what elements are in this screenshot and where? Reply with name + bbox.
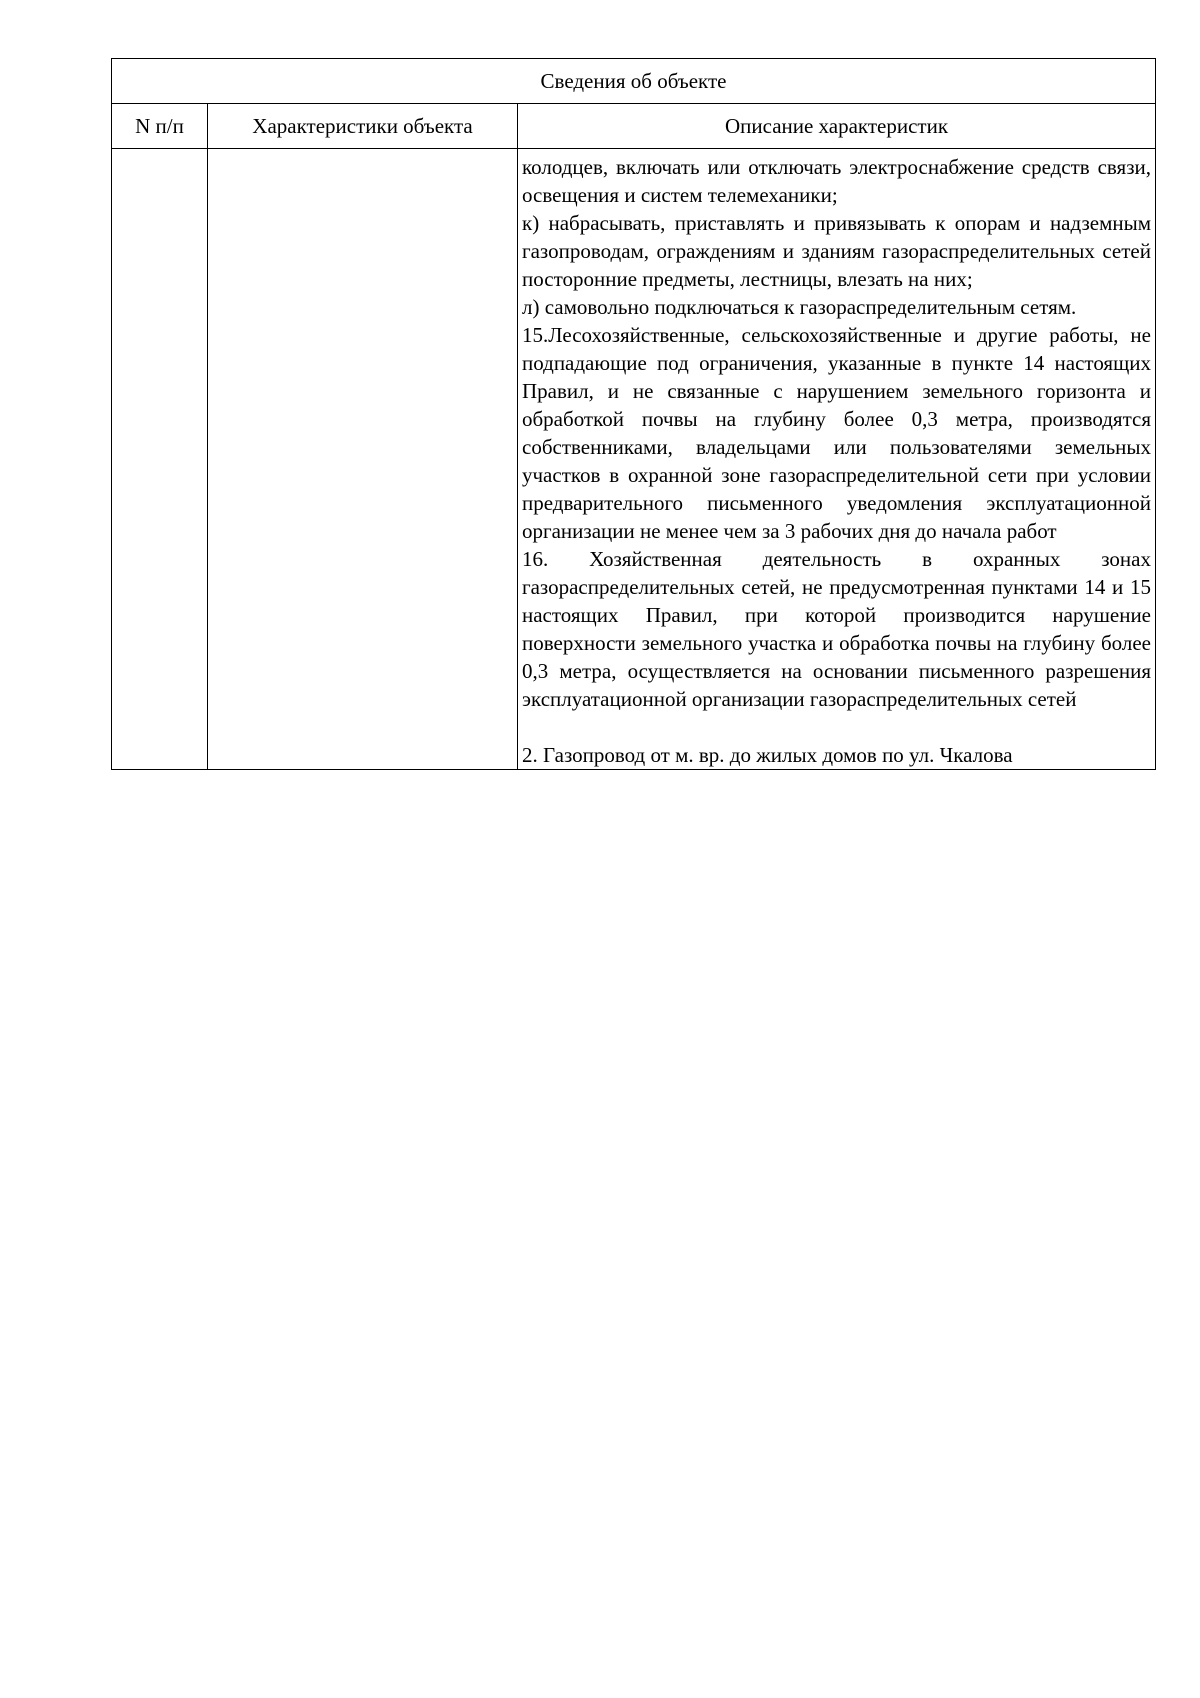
table-title-row bbox=[112, 59, 1156, 104]
cell-description bbox=[518, 149, 1156, 770]
cell-num bbox=[112, 149, 208, 770]
header-num: N п/п bbox=[112, 104, 208, 149]
description-paragraph: л) самовольно подключаться к газораспределительным сетям. bbox=[522, 295, 1077, 319]
description-paragraph: 15.Лесохозяйственные, сельскохозяйственные и другие работы, не подпадающие под ограничения, указанные в пункте 14 настоящих Правил, и не связанные с нарушением земельного горизонта и обработкой почвы на глубину более 0,3 метра, производятся собственниками, владельцами или пользователями земельных участков в охранной зоне газораспределительной сети при условии предварительного письменного уведомления эксплуатационной организации не менее чем за 3 рабочих дня до начала работ bbox=[522, 323, 1151, 543]
header-description: Описание характеристик bbox=[518, 104, 1156, 149]
cell-characteristics bbox=[208, 149, 518, 770]
header-characteristics: Характеристики объекта bbox=[208, 104, 518, 149]
object-item-line: 2. Газопровод от м. вр. до жилых домов по ул. Чкалова bbox=[522, 743, 1013, 767]
table-row bbox=[112, 149, 1156, 770]
description-paragraph: 16. Хозяйственная деятельность в охранных зонах газораспределительных сетей, не предусмотренная пунктами 14 и 15 настоящих Правил, при которой производится нарушение поверхности земельного участка и обработка почвы на глубину более 0,3 метра, осуществляется на основании письменного разрешения эксплуатационной организации газораспределительных сетей bbox=[522, 547, 1151, 711]
table-title: Сведения об объекте bbox=[112, 59, 1156, 104]
description-paragraph: колодцев, включать или отключать электроснабжение средств связи, освещения и систем телемеханики; bbox=[522, 155, 1151, 207]
description-paragraph: к) набрасывать, приставлять и привязывать к опорам и надземным газопроводам, ограждениям и зданиям газораспределительных сетей посторонние предметы, лестницы, влезать на них; bbox=[522, 211, 1151, 291]
object-info-table bbox=[111, 58, 1156, 770]
blank-line bbox=[522, 713, 1151, 741]
table-header-row bbox=[112, 104, 1156, 149]
